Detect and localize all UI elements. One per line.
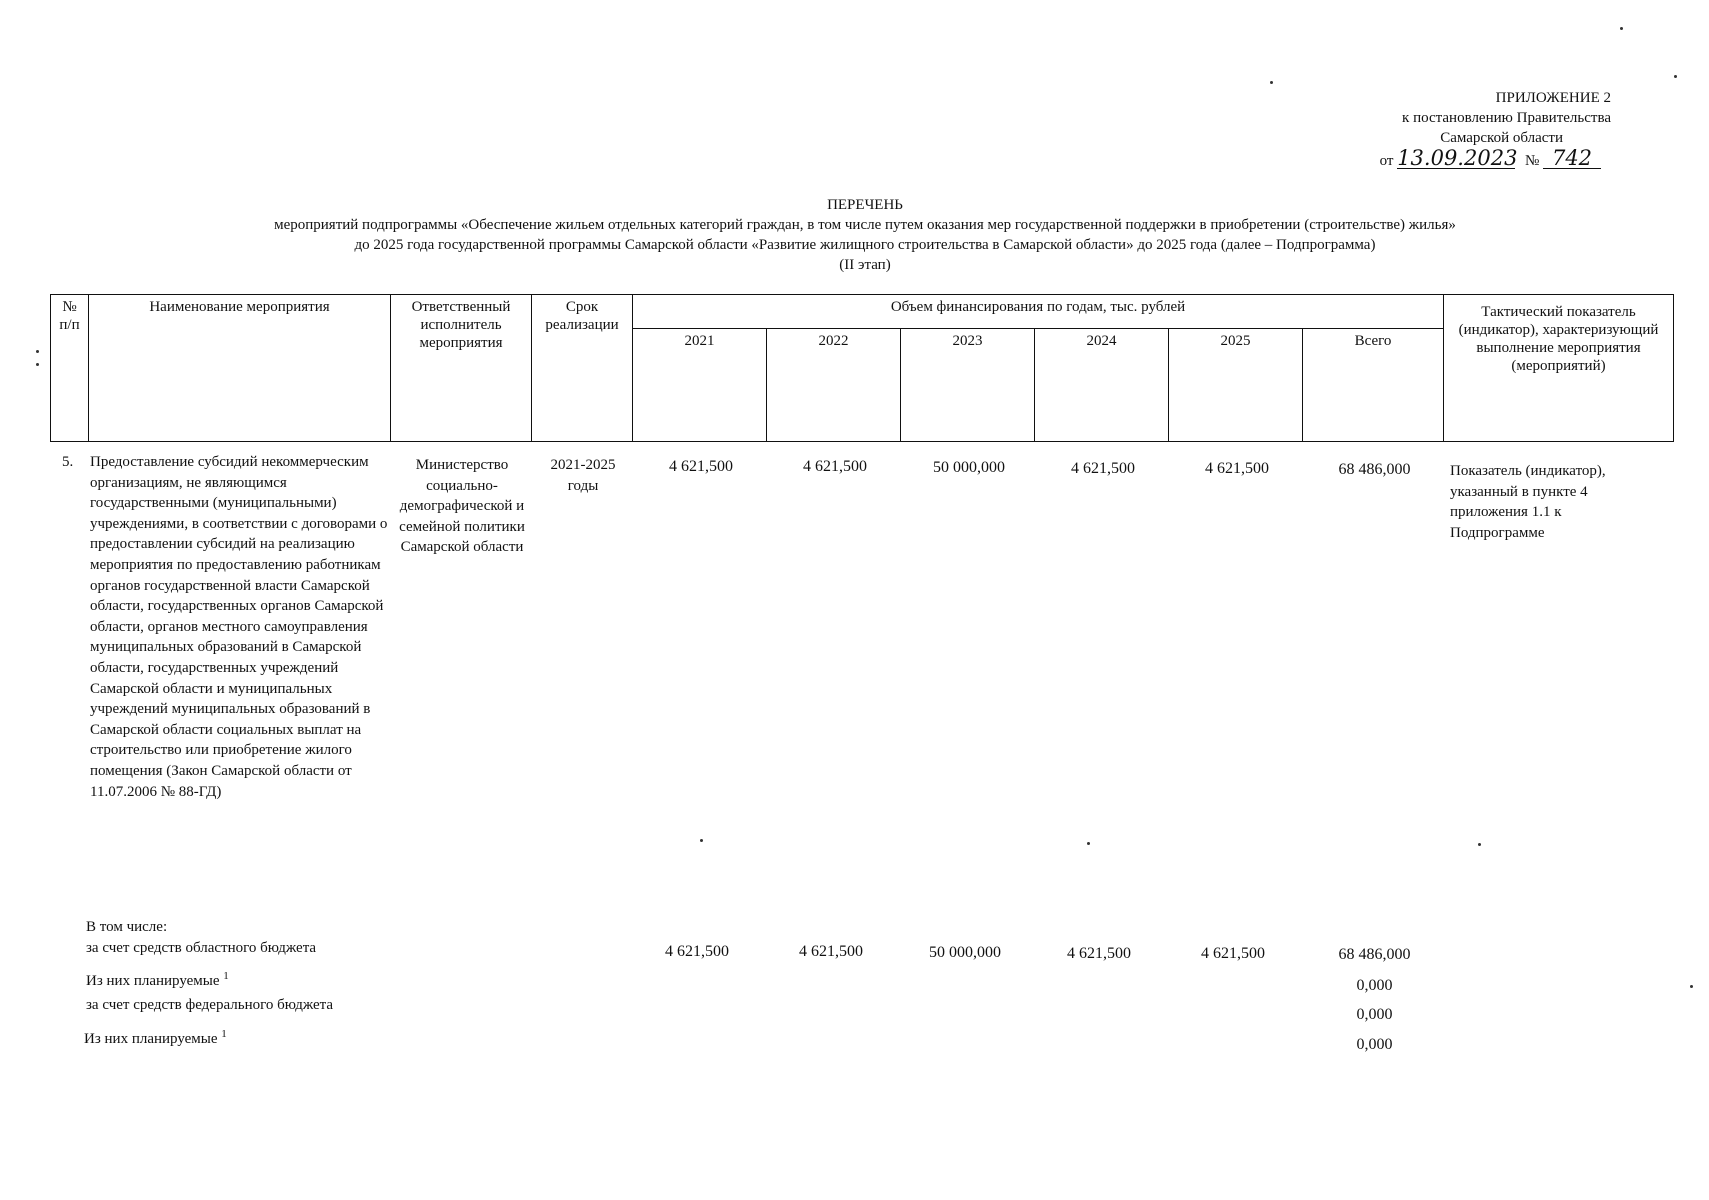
scan-speck — [36, 350, 39, 353]
scan-speck — [700, 839, 703, 842]
heading-line1: мероприятий подпрограммы «Обеспечение жильем отдельных категорий граждан, в том числе путем оказания мер государственной поддержки в приобретении (строительстве) жилья» — [274, 217, 1456, 233]
scan-speck — [1478, 843, 1481, 846]
sub-row-label: Из них планируемые — [86, 973, 220, 989]
scan-speck — [1674, 75, 1677, 78]
year-header-total: Всего — [1303, 329, 1444, 442]
year-header: 2023 — [901, 329, 1035, 442]
row-value-2022: 4 621,500 — [803, 458, 867, 475]
footnote-mark: 1 — [223, 970, 229, 982]
year-header: 2021 — [633, 329, 767, 442]
from-label: от — [1379, 153, 1394, 169]
handwritten-date: 13.09.2023 — [1397, 146, 1518, 170]
scan-speck — [1087, 842, 1090, 845]
col-header-name: Наименование мероприятия — [89, 295, 391, 442]
sub-value-2023: 50 000,000 — [929, 944, 1001, 961]
scan-speck — [36, 363, 39, 366]
handwritten-number: 742 — [1543, 148, 1601, 169]
sub-value-total: 0,000 — [1356, 1006, 1393, 1023]
row-term: 2021-2025 годы — [550, 457, 616, 494]
funding-table-header — [50, 294, 1674, 442]
heading-line3: (II этап) — [839, 257, 891, 273]
row-executor: Министерство социально-демографической и семейной политики Самарской области — [399, 457, 525, 556]
row-value-2024: 4 621,500 — [1071, 460, 1135, 477]
row-measure-name: Предоставление субсидий некоммерческим организациям, не являющимся государственными (муниципальными) учреждениями, в соответствии с договорами о предоставлении субсидий на реализацию мероприятия по предоставлению работникам органов государственной власти Самарской области, государственных органов Самарской области, органов местного самоуправления муниципальных образований в Самарской области, государственных учреждений Самарской области и муниципальных учреждений муниципальных образований в Самарской области социальных выплат на строительство или приобретение жилого помещения (Закон Самарской области от 11.07.2006 № 88-ГД) — [90, 454, 388, 800]
sub-value-total: 68 486,000 — [1338, 946, 1411, 963]
row-indicator: Показатель (индикатор), указанный в пункте 4 приложения 1.1 к Подпрограмме — [1450, 463, 1606, 541]
row-value-total: 68 486,000 — [1338, 461, 1411, 478]
footnote-mark: 1 — [221, 1028, 227, 1040]
appendix-line1: к постановлению Правительства — [1402, 110, 1611, 126]
document-heading — [150, 195, 1580, 275]
scan-speck — [1270, 81, 1273, 84]
heading-title: ПЕРЕЧЕНЬ — [827, 197, 903, 213]
sub-row-planned — [84, 1024, 227, 1050]
sub-value-2021: 4 621,500 — [665, 943, 729, 960]
col-header-executor: Ответственный исполнитель мероприятия — [391, 295, 532, 442]
sub-value-total: 0,000 — [1356, 977, 1393, 994]
sub-row-label: за счет средств областного бюджета — [86, 940, 317, 956]
year-header: 2025 — [1169, 329, 1303, 442]
scan-speck — [1690, 985, 1693, 988]
col-header-num: № п/п — [51, 295, 89, 442]
sub-value-2022: 4 621,500 — [799, 943, 863, 960]
year-header: 2024 — [1035, 329, 1169, 442]
appendix-line2: Самарской области — [1440, 130, 1563, 146]
scan-speck — [1620, 27, 1623, 30]
appendix-block — [1281, 88, 1611, 171]
row-number: 5. — [62, 454, 74, 470]
col-header-indicator: Тактический показатель (индикатор), характеризующий выполнение мероприятия (мероприятий) — [1444, 295, 1674, 442]
col-header-term: Срок реализации — [532, 295, 633, 442]
row-value-2025: 4 621,500 — [1205, 460, 1269, 477]
including-label: В том числе: — [86, 919, 168, 935]
sub-value-2025: 4 621,500 — [1201, 945, 1265, 962]
col-header-funding: Объем финансирования по годам, тыс. рублей — [633, 295, 1444, 329]
year-header: 2022 — [767, 329, 901, 442]
appendix-date-line — [1281, 148, 1601, 171]
sub-row-label: Из них планируемые — [84, 1031, 218, 1047]
number-label: № — [1524, 153, 1540, 169]
sub-row-label: за счет средств федерального бюджета — [86, 997, 334, 1013]
sub-row-planned — [86, 966, 229, 992]
heading-line2: до 2025 года государственной программы Самарской области «Развитие жилищного строительства в Самарской области» до 2025 года (далее – Подпрограмма) — [354, 237, 1376, 253]
appendix-title: ПРИЛОЖЕНИЕ 2 — [1495, 90, 1611, 106]
row-value-2023: 50 000,000 — [933, 459, 1005, 476]
row-value-2021: 4 621,500 — [669, 458, 733, 475]
sub-value-2024: 4 621,500 — [1067, 945, 1131, 962]
sub-value-total: 0,000 — [1356, 1036, 1393, 1053]
